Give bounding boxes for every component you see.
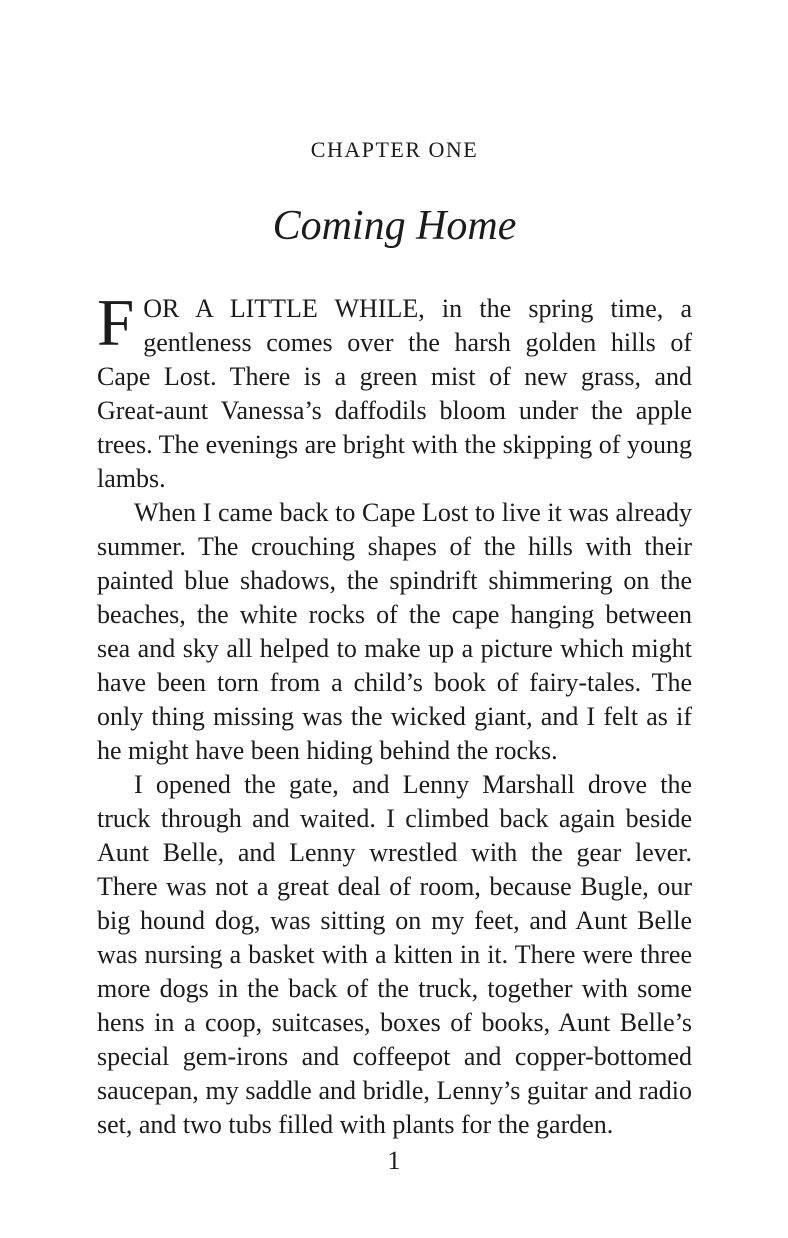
- chapter-label: CHAPTER ONE: [310, 137, 479, 162]
- paragraph-second: When I came back to Cape Lost to live it was already summer. The crouching shapes of the hills with their painted blue shadows, the spindrift shimmering on the beaches, the white rocks of the cape hanging between sea and sky all helped to make up a picture which might have been torn from a child’s book of fairy-tales. The only thing missing was the wicked giant, and I felt as if he might have been hiding behind the rocks.: [97, 498, 692, 765]
- body-text: [97, 286, 692, 1142]
- paragraph-third: I opened the gate, and Lenny Marshall drove the truck through and waited. I climbed back again beside Aunt Belle, and Lenny wrestled with the gear lever. There was not a great deal of room, because Bugle, our big hound dog, was sitting on my feet, and Aunt Belle was nursing a basket with a kitten in it. There were three more dogs in the back of the truck, together with some hens in a coop, suitcases, boxes of books, Aunt Belle’s special gem-irons and coffeepot and copper-bottomed saucepan, my saddle and bridle, Lenny’s guitar and radio set, and two tubs filled with plants for the garden.: [97, 770, 692, 1139]
- dropcap-letter: F: [97, 286, 135, 360]
- paragraph-opening: [97, 286, 692, 496]
- paragraph-opening-text: in the spring time, a gentleness comes over the harsh golden hills of Cape Lost. There is a green mist of new grass, and Great-aunt Vanessa’s daffodils bloom under the apple trees. The evenings are bright with the skipping of young lambs.: [97, 294, 692, 493]
- chapter-title: Coming Home: [272, 203, 517, 249]
- page-number: 1: [387, 1146, 401, 1175]
- opening-phrase: OR A LITTLE WHILE,: [143, 294, 425, 323]
